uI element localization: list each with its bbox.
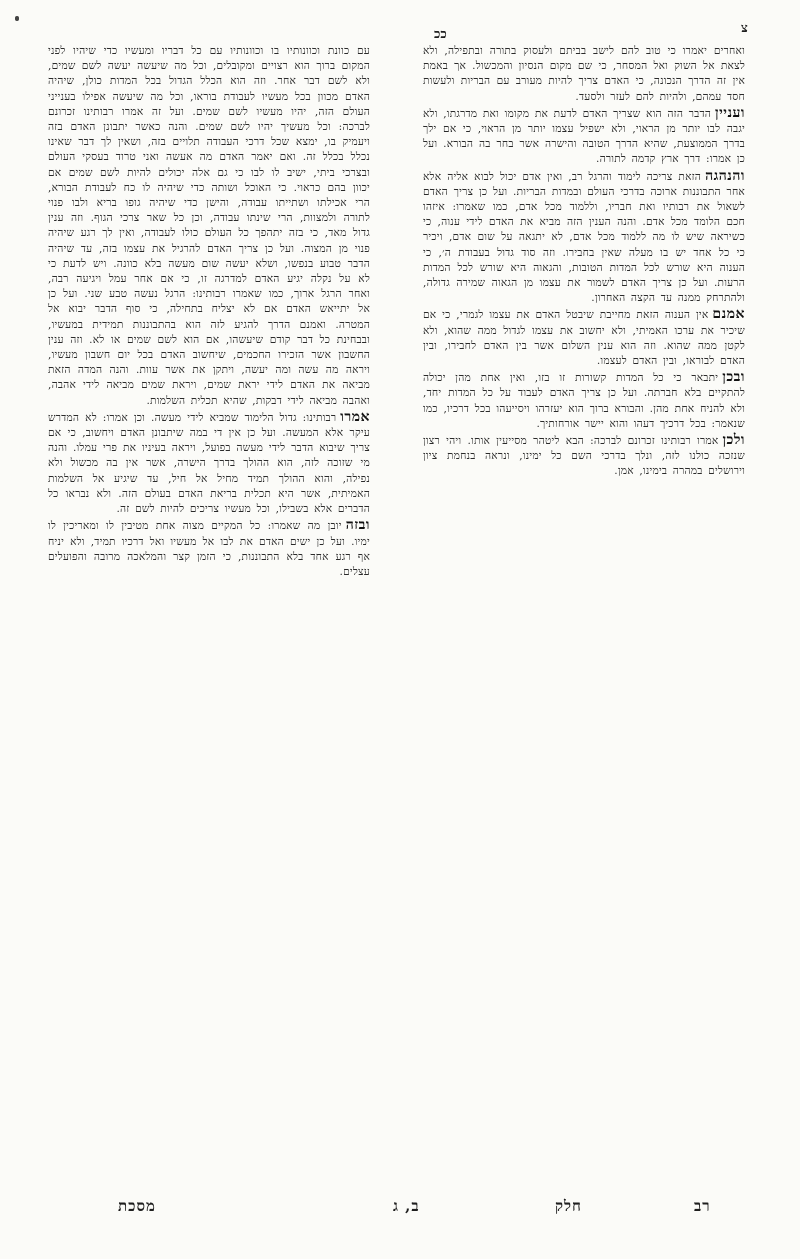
paragraph: ובזהיובן מה שאמרו: כל המקיים מצוה אחת מטיבין לו ומאריכין לו ימיו. ועל כן ישים האדם את לבו אל מעשיו ואל דרכיו תמיד, ולא יניח אף רגע אחד בלא התבוננות, כי הזמן קצר והמלאכה מרובה והפועלים עצלים. (48, 517, 370, 578)
section-lead-word: ולכן (722, 432, 745, 449)
paragraph: אמנםאין הענוה הזאת מחייבת שיבטל האדם את עצמו לגמרי, כי אם שיכיר את ערכו האמיתי, ולא יחשוב את עצמו לגדול ממה שהוא, ולא לקטן ממה שהוא. וזה הוא ענין השלום אשר בין האדם לחבירו, ובין האדם לבוראו, ובין האדם לעצמו. (423, 306, 745, 368)
left-column (48, 44, 370, 1174)
paragraph: אמרורבותינו: גדול הלימוד שמביא לידי מעשה. וכן אמרו: לא המדרש עיקר אלא המעשה. ועל כן אין די במה שיתבונן האדם ויחשוב, כי אם צריך שיבוא הדבר לידי מעשה בפועל, ויראה בעיניו את פרי עמלו. והנה מי שזוכה לזה, הוא ההולך בדרך הישרה, אשר אין בה מכשול ולא נפילה, והוא ההולך תמיד מחיל אל חיל, עד שיגיע אל השלמות האמיתית, אשר היא תכלית בריאת האדם בעולם הזה. ולא נבראו כל הדברים אלא בשבילו, וכל מעשיו צריכים להיות לשם זה. (48, 408, 370, 516)
paragraph: ולכןאמרו רבותינו זכרונם לברכה: הבא ליטהר מסייעין אותו. ויהי רצון שנזכה כולנו לזה, ונלך בדרכי השם כל ימינו, ונראה בנחמת ציון וירושלים במהרה בימינו, אמן. (423, 432, 745, 478)
section-lead-word: ובכן (722, 369, 745, 386)
right-column (423, 44, 745, 1174)
paragraph: עם כוונת וכוונותיו בו וכוונותיו עם כל דבריו ומעשיו כדי שיהיו לפני המקום ברוך הוא רצויים ומקובלים, וכל מה שיעשה יעשה לשם שמים, ולא לשם דבר אחר. וזה הוא הכלל הגדול בכל המדות כולן, שיהיה האדם מכוון בכל מעשיו לעבודת בוראו, וכל מה שיעשה אפילו בענייני העולם הזה, יהיו מעשיו לשם שמים. ועל זה אמרו רבותינו זכרונם לברכה: וכל מעשיך יהיו לשם שמים. והנה כאשר יתבונן האדם בזה ויעמיק בו, ימצא שכל דרכי העבודה תלויים בזה, ושאין לך דבר שאינו נכלל בכלל זה. ואם יאמר האדם מה אעשה ואני טרוד בעסקי העולם ובצרכי ביתי, ישיב לו לבו כי גם אלה יכולים להיות לשם שמים אם יכוון בהם כראוי. כי האוכל ושותה כדי שיהיה לו כח לעבודת הבורא, הרי אכילתו ושתייתו עבודה, והישן כדי שיהיה גופו בריא ולבו פנוי לתורה ולמצוות, הרי שינתו עבודה, וכן כל שאר צרכי הגוף. וזה ענין גדול מאד, כי בזה יתהפך כל העולם כולו לעבודה, ואין לך רגע שיהיה פנוי מן המצוה. ועל כן צריך האדם להרגיל את עצמו בזה, עד שיהיה הדבר טבוע בנפשו, ושלא יעשה שום מעשה בלא כוונה. ויש לדעת כי לא על נקלה יגיע האדם למדרגה זו, כי אם אחר עמל ויגיעה רבה, ואחר הרגל ארוך, כמו שאמרו רבותינו: הרגל נעשה טבע שני. ועל כן אל יתייאש האדם אם לא יצליח בתחילה, כי סוף הדבר יבוא אל המטרה. ואמנם הדרך להגיע לזה הוא בהתבוננות תמידית במעשיו, ובבחינת כל דבר קודם שיעשהו, אם הוא לשם שמים או לא. וזה ענין החשבון אשר הזכירו החכמים, שיחשוב האדם בכל יום חשבון מעשיו, ויראה מה עשה ומה יעשה, ויתקן את אשר עוות. והנה המדה הזאת מביאה את האדם לידי יראת שמים, ויראת שמים מביאה לידי אהבה, ואהבה מביאה לידי דבקות, שהיא תכלית השלמות. (48, 45, 370, 407)
paragraph: והנהגההזאת צריכה לימוד והרגל רב, ואין אדם יכול לבוא אליה אלא אחר התבוננות ארוכה בדרכי העולם ובמדות הבריות. ועל כן צריך האדם לשאול את רבותיו ואת חבריו, וללמוד מכל אדם, כמו שאמרו: איזהו חכם הלומד מכל אדם. והנה הענין הזה מביא את האדם לידי ענוה, כי כשיראה שיש לו מה ללמוד מכל אדם, לא יתגאה על שום אדם, ויכיר כי כל אחד יש בו מעלה שאין בחבירו. וזה סוד גדול בעבודת ה׳, כי הענוה היא שורש לכל המדות הטובות, והגאוה היא שורש לכל המדות הרעות. ועל כן צריך האדם לשמור את עצמו מן הגאוה שמירה גדולה, ולהתרחק ממנה עד הקצה האחרון. (423, 167, 745, 305)
section-lead-word: אמנם (712, 306, 745, 323)
margin-mark (15, 16, 19, 21)
right-page-number: צ (741, 21, 748, 36)
section-lead-word: ובזה (345, 517, 370, 534)
section-lead-word: והנהגה (705, 167, 745, 184)
footer-item: רב (694, 1197, 711, 1215)
footer-item: ב, ג (393, 1197, 420, 1215)
paragraph: ובכןיתבאר כי כל המדות קשורות זו בזו, ואין אחת מהן יכולה להתקיים בלא חברתה. ועל כן צריך האדם לעבוד על כל המדות יחד, ולא להניח אחת מהן. והבורא ברוך הוא יעזרהו ויסייעהו בכל דרכיו, כמו שנאמר: בכל דרכיך דעהו והוא יישר אורחותיך. (423, 369, 745, 430)
left-page-number: ככ (434, 27, 447, 42)
section-lead-word: אמרו (340, 408, 370, 425)
paragraph: וענייןהדבר הזה הוא שצריך האדם לדעת את מקומו ואת מדרגתו, ולא יגבה לבו יותר מן הראוי, ולא ישפיל עצמו יותר מן הראוי, כי אם ילך בדרך הממוצעת, שהיא הדרך הטובה והישרה אשר בחר בה הבורא. ועל כן אמרו: דרך ארץ קדמה לתורה. (423, 104, 745, 166)
footer-item: חלק (555, 1197, 582, 1215)
section-lead-word: ועניין (715, 104, 745, 121)
footer-item: מסכת (118, 1197, 156, 1215)
paragraph: ואחרים יאמרו כי טוב להם לישב בביתם ולעסוק בתורה ובתפילה, ולא לצאת אל השוק ואל המסחר, כי שם מקום הנסיון והמכשול. אך באמת אין זה הדרך הנכונה, כי האדם צריך להיות מעורב עם הבריות ולעשות חסד עמהם, ולהיות להם לעזר ולסעד. (423, 45, 745, 103)
page-footer (0, 1197, 800, 1227)
